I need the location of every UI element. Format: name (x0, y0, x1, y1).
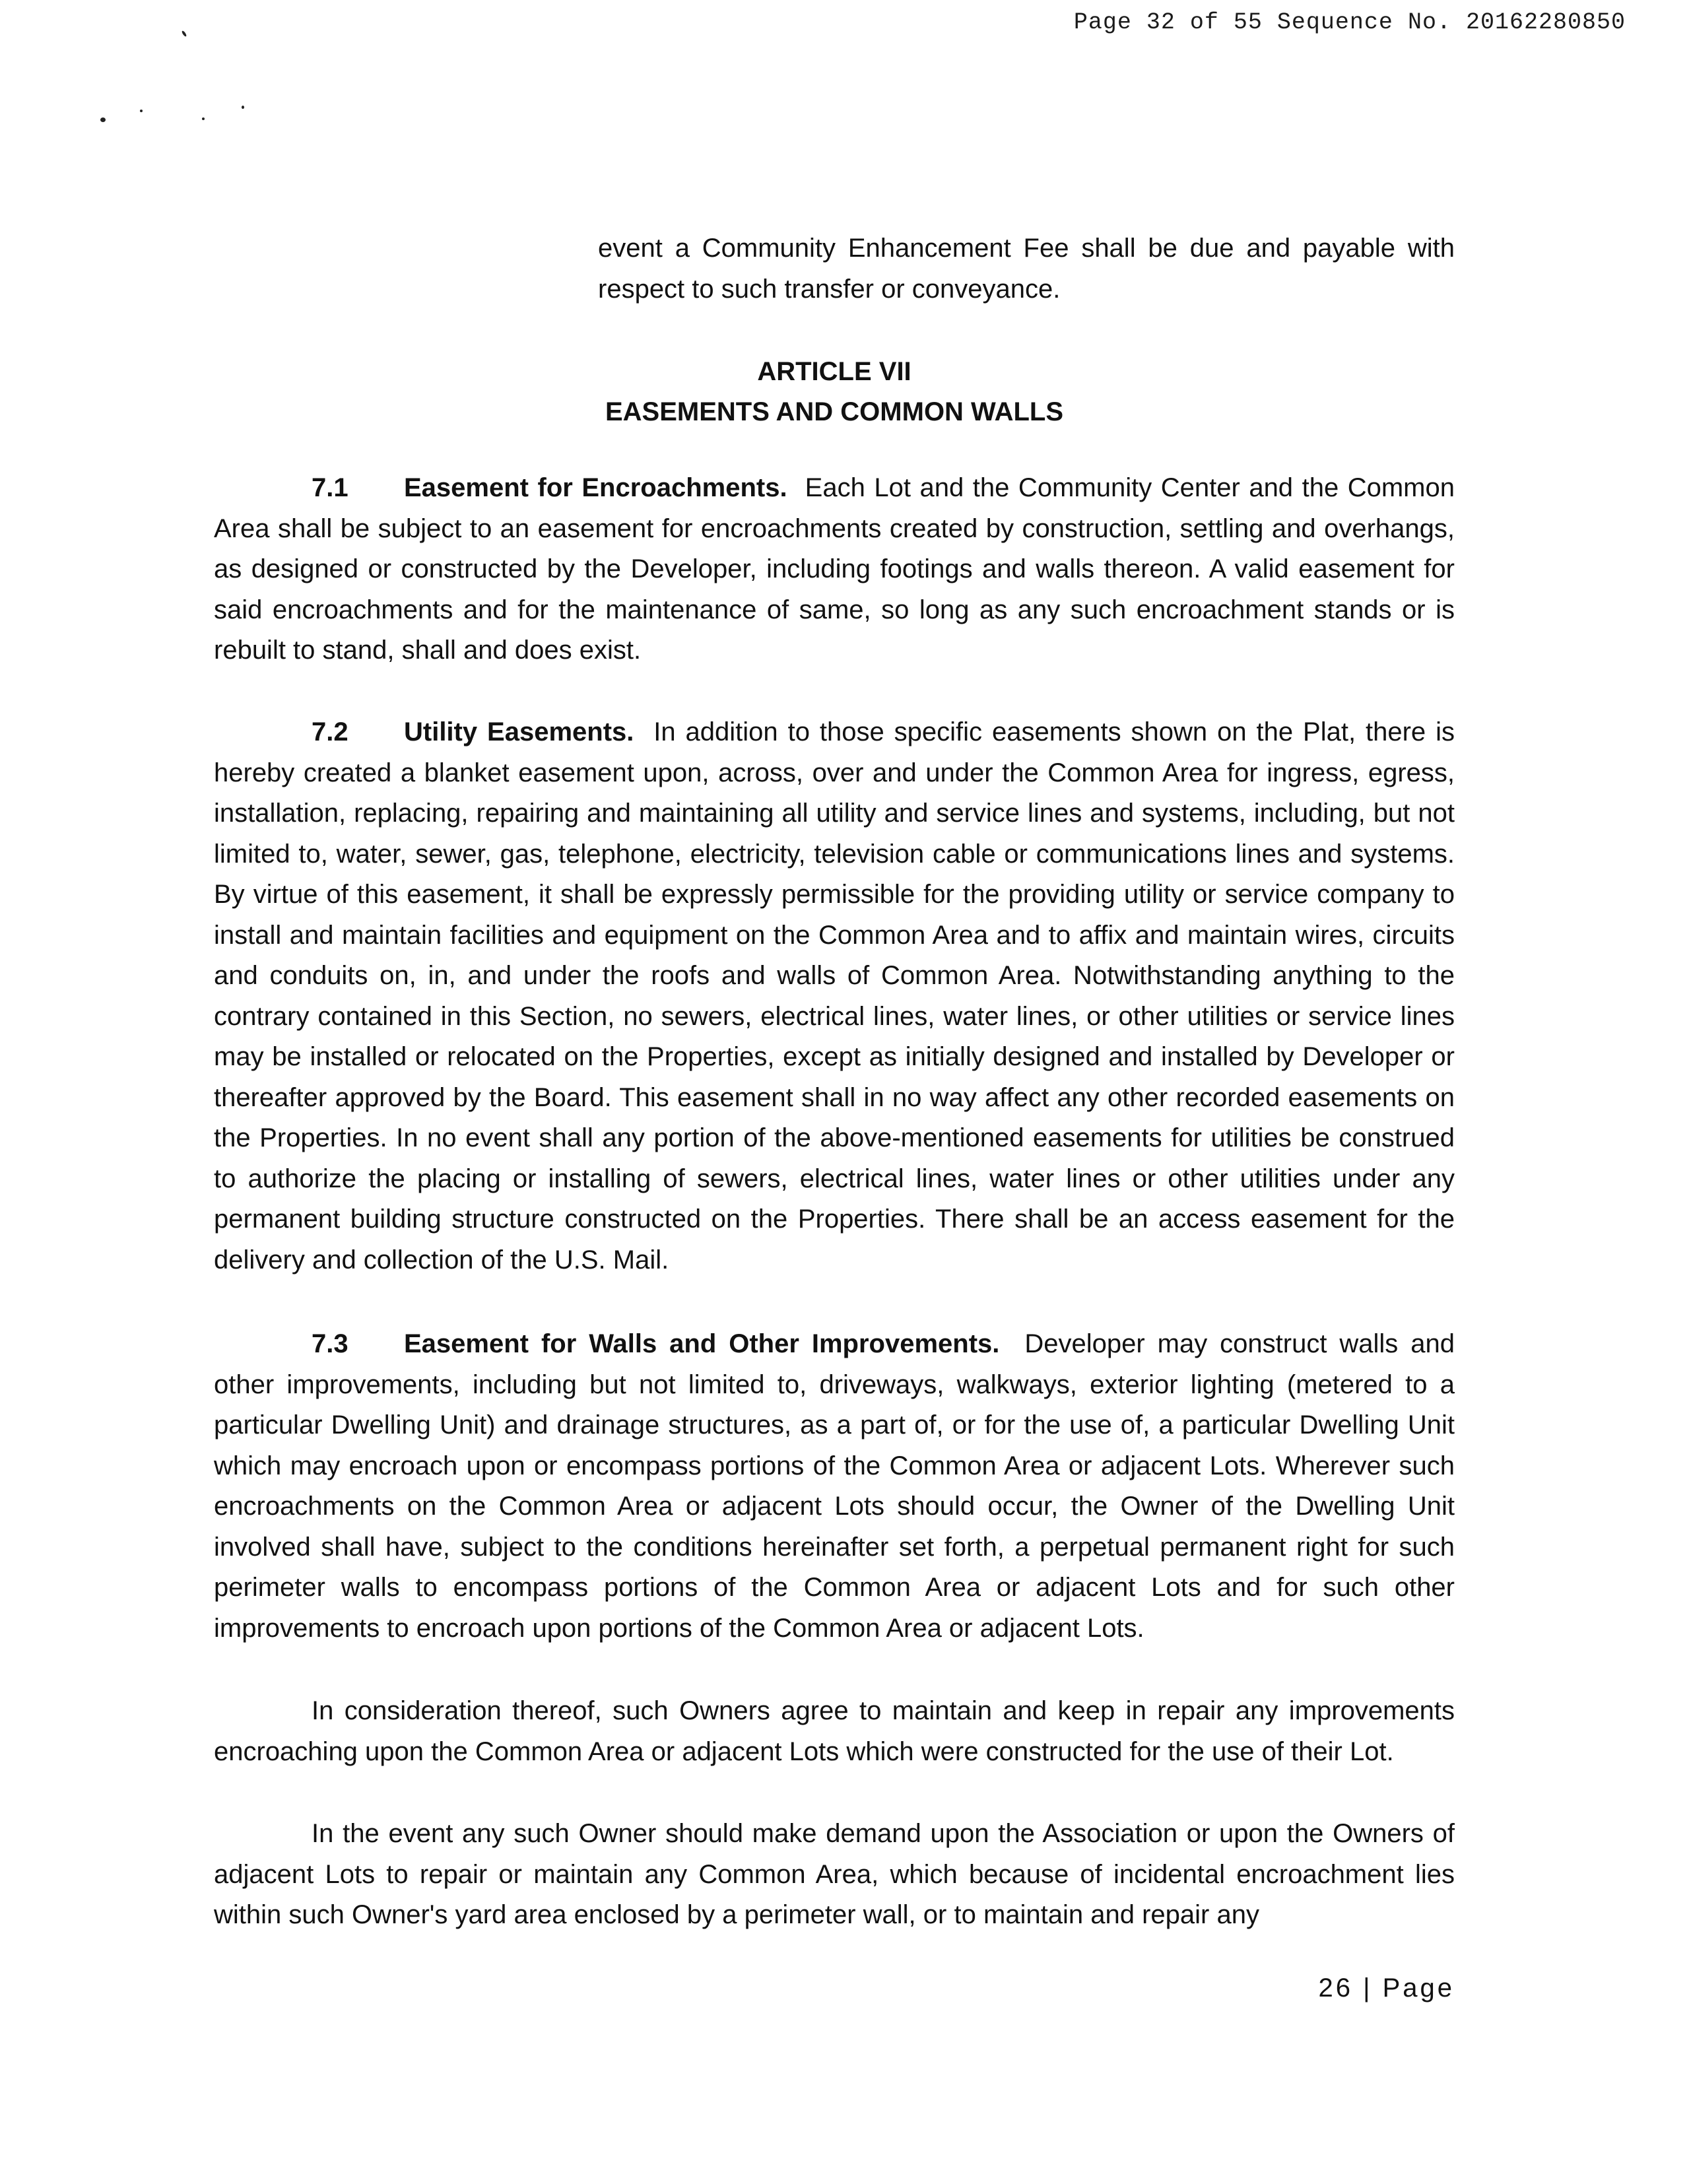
paragraph-consideration (214, 1691, 1455, 1772)
sequence-stamp: Page 32 of 55 Sequence No. 20162280850 (1073, 9, 1626, 36)
section-7-1 (214, 468, 1455, 671)
section-title: Easement for Encroachments. (404, 473, 787, 502)
article-number: ARTICLE VII (757, 357, 911, 386)
paragraph-text: In the event any such Owner should make demand upon the Association or upon the Owners of adjacent Lots to repair or maintain any Common Area, which because of incidental encroachment lies within such Owner's yard area enclosed by a perimeter wall, or to maintain and repair any (214, 1819, 1455, 1929)
section-7-3 (214, 1324, 1455, 1649)
section-7-2 (214, 712, 1455, 1280)
section-body: Each Lot and the Community Center and the Common Area shall be subject to an easement for encroachments created by construction, settling and overhangs, as designed or constructed by the Developer, including footings and walls thereon. A valid easement for said encroachments and for the maintenance of same, so long as any such encroachment stands or is rebuilt to stand, shall and does exist. (214, 473, 1455, 665)
section-number: 7.1 (312, 473, 348, 502)
section-title: Utility Easements. (404, 717, 634, 746)
section-body: Developer may construct walls and other improvements, including but not limited to, driveways, walkways, exterior lighting (metered to a particular Dwelling Unit) and drainage structures, as a part of, or for the use of, a particular Dwelling Unit which may encroach upon or encompass portions of the Common Area or adjacent Lots. Wherever such encroachments on the Common Area or adjacent Lots should occur, the Owner of the Dwelling Unit involved shall have, subject to the conditions hereinafter set forth, a perpetual permanent right for such perimeter walls to encompass portions of the Common Area or adjacent Lots and for such other improvements to encroach upon portions of the Common Area or adjacent Lots. (214, 1329, 1455, 1643)
paragraph-demand (214, 1814, 1455, 1936)
section-number: 7.2 (312, 717, 348, 746)
page-number-footer: 26 | Page (1318, 1973, 1455, 2002)
carryover-paragraph: event a Community Enhancement Fee shall be due and payable with respect to such transfer or conveyance. (598, 234, 1455, 304)
article-title: EASEMENTS AND COMMON WALLS (605, 397, 1064, 426)
section-number: 7.3 (312, 1329, 348, 1358)
section-title: Easement for Walls and Other Improvements. (404, 1329, 1000, 1358)
paragraph-text: In consideration thereof, such Owners agree to maintain and keep in repair any improvements encroaching upon the Common Area or adjacent Lots which were constructed for the use of their Lot. (214, 1696, 1455, 1766)
article-heading (214, 352, 1455, 432)
section-body: In addition to those specific easements shown on the Plat, there is hereby created a blanket easement upon, across, over and under the Common Area for ingress, egress, installation, replacing, repairing and maintaining all utility and service lines and systems, including, but not limited to, water, sewer, gas, telephone, electricity, television cable or communications lines and systems. By virtue of this easement, it shall be expressly permissible for the providing utility or service company to install and maintain facilities and equipment on the Common Area and to affix and maintain wires, circuits and conduits on, in, and under the roofs and walls of Common Area. Notwithstanding anything to the contrary contained in this Section, no sewers, electrical lines, water lines, or other utilities or service lines may be installed or relocated on the Properties, except as initially designed and installed by Developer or thereafter approved by the Board. This easement shall in no way affect any other recorded easements on the Properties. In no event shall any portion of the above-mentioned easements for utilities be construed to authorize the placing or installing of sewers, electrical lines, water lines or other utilities under any permanent building structure constructed on the Properties. There shall be an access easement for the delivery and collection of the U.S. Mail. (214, 717, 1455, 1274)
